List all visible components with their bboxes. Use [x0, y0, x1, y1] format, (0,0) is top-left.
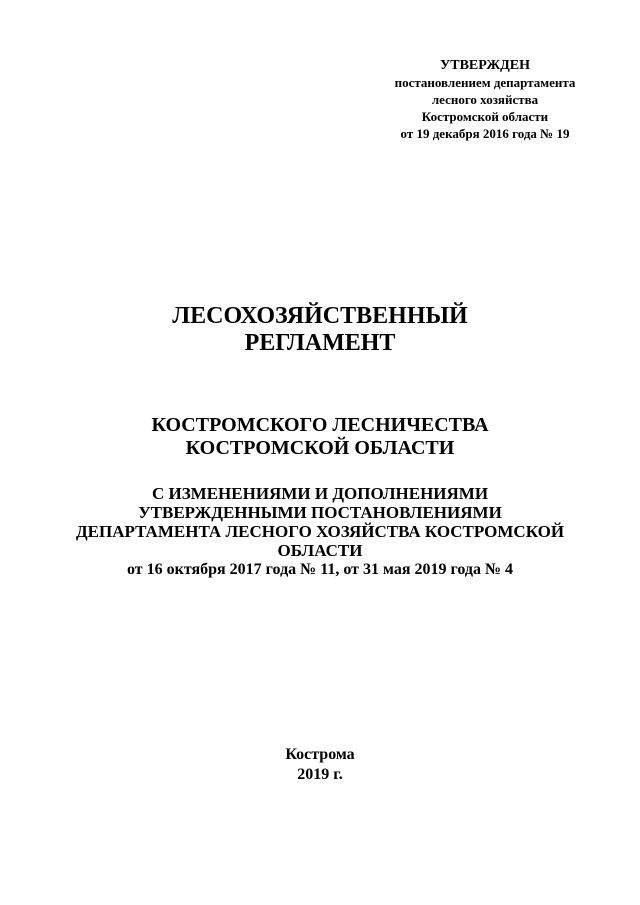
city: Кострома — [285, 746, 355, 763]
approval-heading: УТВЕРЖДЕН — [439, 58, 531, 73]
document-subtitle-line-2: КОСТРОМСКОЙ ОБЛАСТИ — [185, 437, 455, 459]
document-title-line-2: РЕГЛАМЕНТ — [244, 330, 396, 356]
approval-line-2: лесного хозяйства — [431, 92, 539, 107]
amendments-line-1: С ИЗМЕНЕНИЯМИ И ДОПОЛНЕНИЯМИ — [151, 484, 489, 503]
document-title — [0, 303, 640, 357]
approval-line-1: постановлением департамента — [394, 75, 576, 90]
amendments-line-2: УТВЕРЖДЕННЫМИ ПОСТАНОВЛЕНИЯМИ — [138, 503, 502, 522]
approval-line-3: Костромской области — [421, 109, 549, 124]
amendments-dates: от 16 октября 2017 года № 11, от 31 мая 2019 года № 4 — [126, 561, 514, 578]
amendments-line-4: ОБЛАСТИ — [277, 541, 363, 560]
year: 2019 г. — [297, 766, 343, 783]
document-title-line-1: ЛЕСОХОЗЯЙСТВЕННЫЙ — [172, 303, 468, 329]
place-and-year — [0, 745, 640, 785]
approval-line-4: от 19 декабря 2016 года № 19 — [400, 126, 570, 141]
amendments-note — [0, 484, 640, 579]
document-subtitle — [0, 414, 640, 460]
document-subtitle-line-1: КОСТРОМСКОГО ЛЕСНИЧЕСТВА — [151, 414, 489, 436]
amendments-line-3: ДЕПАРТАМЕНТА ЛЕСНОГО ХОЗЯЙСТВА КОСТРОМСКОЙ — [75, 522, 565, 541]
approval-stamp — [360, 57, 610, 142]
